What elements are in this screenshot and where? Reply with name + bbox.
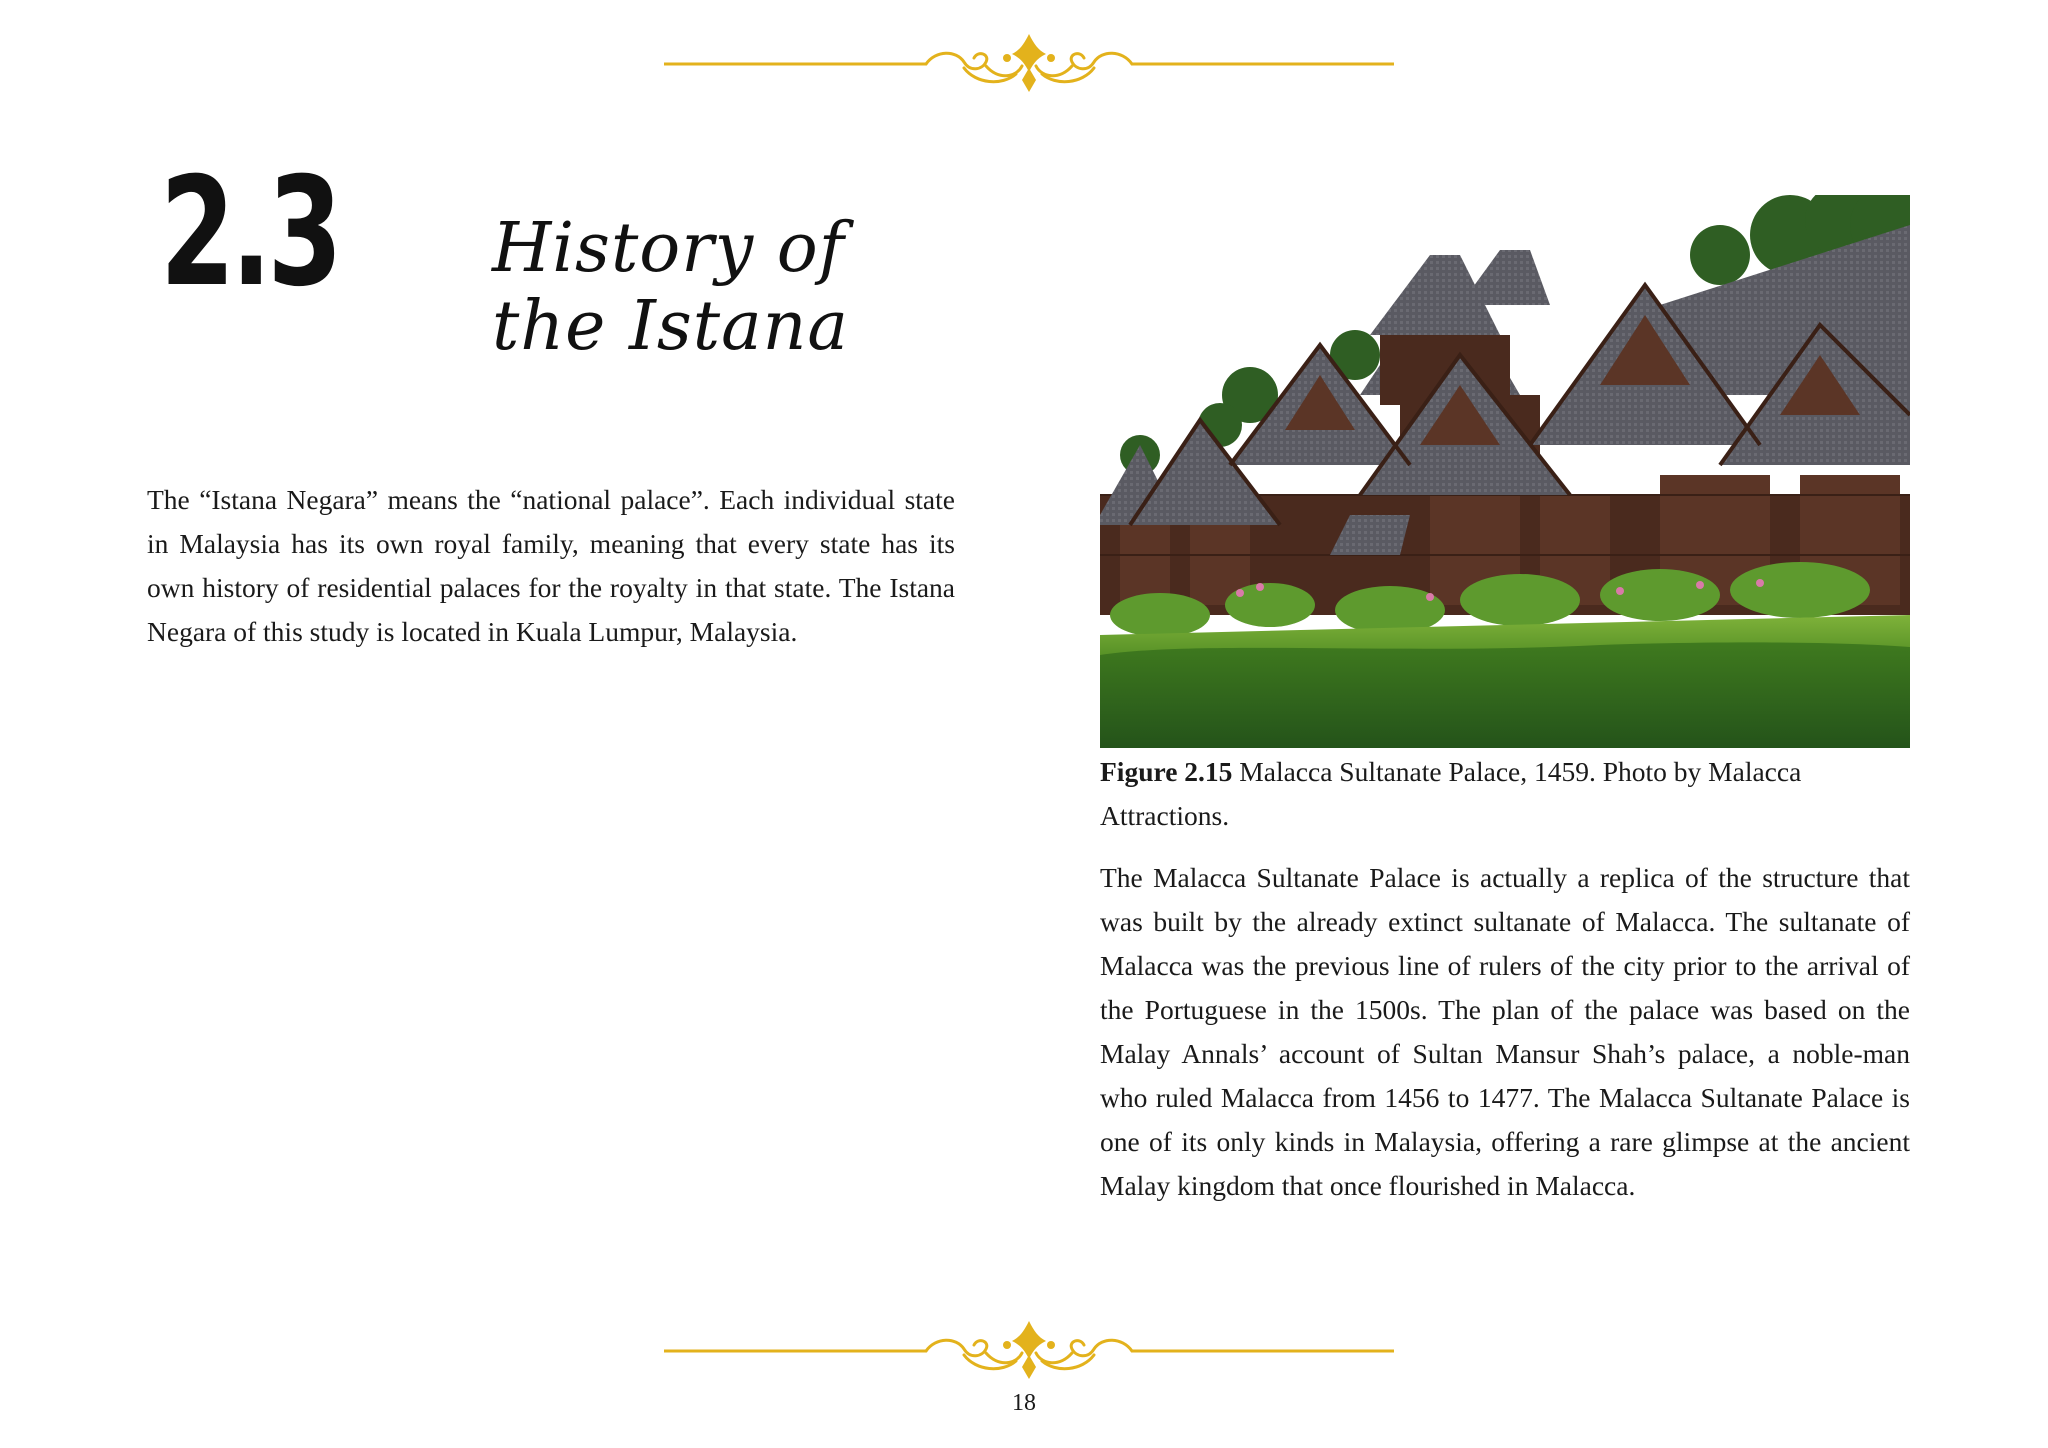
section-title-line-2: the Istana	[492, 287, 849, 366]
section-number: 2.3	[160, 146, 339, 320]
section-title-line-1: History of	[492, 209, 845, 288]
figure-caption	[1100, 750, 1910, 838]
page-number: 18	[1012, 1390, 1036, 1416]
top-ornament-divider	[664, 28, 1394, 98]
section-title	[492, 210, 912, 366]
body-paragraph: The Malacca Sultanate Palace is actually a replica of the structure that was built by the already extinct sultanate of Malacca. The sultanate of Malacca was the previous line of rulers of the city prior to the arrival of the Portuguese in the 1500s. The plan of the palace was based on the Malay Annals’ account of Sultan Mansur Shah’s palace, a noble-man who ruled Malacca from 1456 to 1477. The Malacca Sultanate Palace is one of its only kinds in Malaysia, offering a rare glimpse at the ancient Malay kingdom that once flourished in Malacca.	[1100, 862, 1910, 1201]
intro-paragraph: The “Istana Negara” means the “national palace”. Each individual state in Malaysia has its own royal family, meaning that every state has its own history of residential palaces for the royalty in that state. The Istana Negara of this study is located in Kuala Lumpur, Malaysia.	[147, 484, 955, 647]
malacca-palace-photo	[1100, 195, 1910, 748]
bottom-ornament-divider	[664, 1315, 1394, 1385]
figure-label: Figure 2.15	[1100, 756, 1233, 787]
figure-caption-text: Malacca Sultanate Palace, 1459. Photo by Malacca Attractions.	[1100, 756, 1802, 831]
